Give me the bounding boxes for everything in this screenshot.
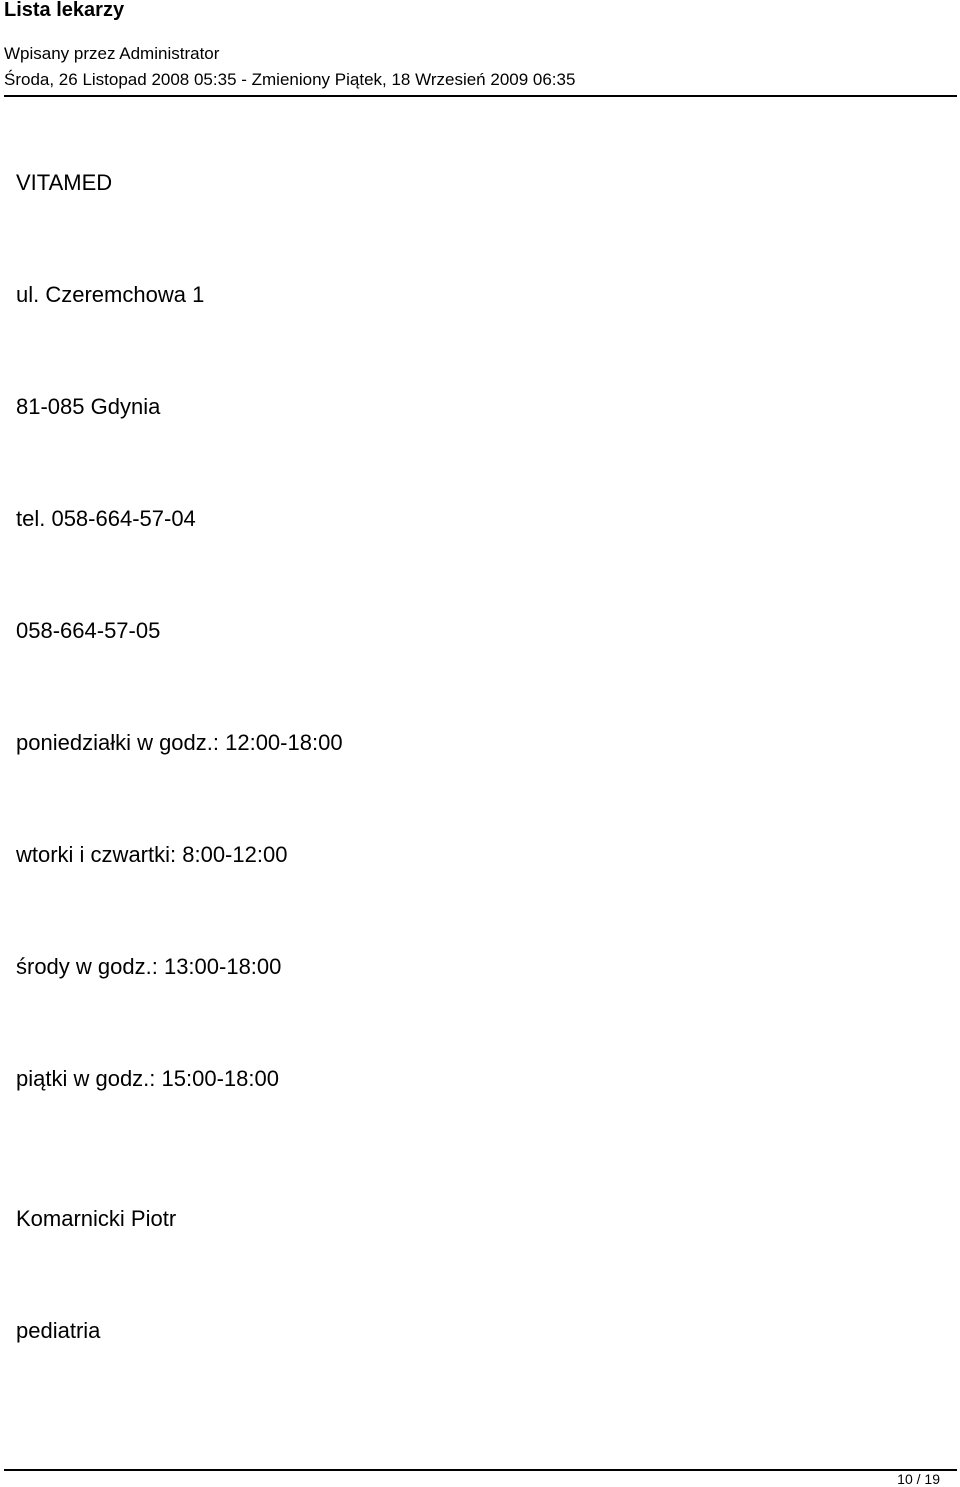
clinic-street: ul. Czeremchowa 1 [16,282,205,307]
header-divider [4,95,957,97]
doctor-specialty: pediatria [16,1318,101,1343]
dates-line: Środa, 26 Listopad 2008 05:35 - Zmieniony Piątek, 18 Wrzesień 2009 06:35 [4,70,576,89]
clinic-phone-1: tel. 058-664-57-04 [16,506,196,531]
hours-wednesday: środy w godz.: 13:00-18:00 [16,954,282,979]
hours-monday: poniedziałki w godz.: 12:00-18:00 [16,730,343,755]
hours-tuesday-thursday: wtorki i czwartki: 8:00-12:00 [16,842,288,867]
clinic-name: VITAMED [16,170,113,195]
doctor-name: Komarnicki Piotr [16,1206,177,1231]
author-line: Wpisany przez Administrator [4,44,220,63]
footer-divider [4,1469,957,1471]
hours-friday: piątki w godz.: 15:00-18:00 [16,1066,279,1091]
clinic-phone-2: 058-664-57-05 [16,618,161,643]
page-title: Lista lekarzy [4,0,125,21]
page-number: 10 / 19 [897,1471,940,1487]
clinic-city: 81-085 Gdynia [16,394,161,419]
